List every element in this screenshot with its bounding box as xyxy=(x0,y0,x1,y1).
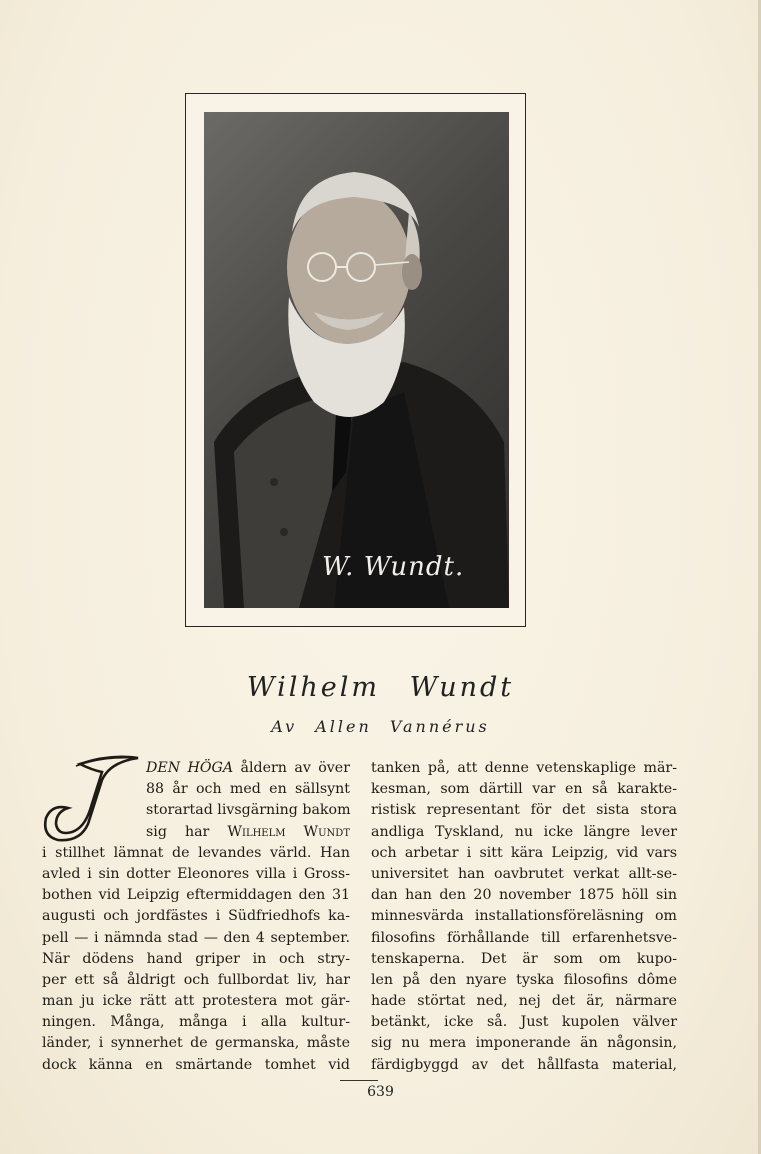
text-line: len på den nyare tyska filosofins dôme xyxy=(371,971,677,988)
text-line: färdigbyggd av det hållfasta material, xyxy=(371,1056,677,1073)
article-byline: Av Allen Vannérus xyxy=(271,717,490,736)
text-line: per ett så åldrigt och fullbordat liv, har xyxy=(42,971,350,988)
text-line: och arbetar i sitt kära Leipzig, vid vars xyxy=(371,844,677,861)
left-column xyxy=(42,758,350,1076)
text-line: andliga Tyskland, nu icke längre lever xyxy=(371,823,677,840)
text-line: dan han den 20 november 1875 höll sin xyxy=(371,887,677,904)
page-number: 639 xyxy=(367,1084,394,1100)
text-line: 88 år och med en sällsynt xyxy=(146,781,350,798)
text-line: DEN HÖGA åldern av över xyxy=(146,760,350,776)
text-line: betänkt, icke så. Just kupolen välver xyxy=(371,1014,677,1031)
text-line: ningen. Många, många i alla kultur- xyxy=(42,1014,350,1031)
text-line: filosofins förhållande till erfarenhetsve- xyxy=(371,929,677,946)
text-line: dock känna en smärtande tomhet vid xyxy=(42,1056,350,1073)
text-line: länder, i synnerhet de germanska, måste xyxy=(42,1035,350,1052)
text-line: När dödens hand griper in och stry- xyxy=(42,950,350,967)
text-line: hade störtat ned, nej det är, närmare xyxy=(371,993,677,1010)
text-line: sig nu mera imponerande än någonsin, xyxy=(371,1035,677,1052)
text-line: minnesvärda installationsföreläsning om xyxy=(371,908,677,925)
text-line: avled i sin dotter Eleonores villa i Gross- xyxy=(42,865,350,882)
text-line: ristisk representant för det sista stora xyxy=(371,802,677,819)
text-line: tanken på, att denne vetenskaplige mär- xyxy=(371,760,677,776)
text-line: sig har Wilhelm Wundt xyxy=(146,823,350,840)
text-line: i stillhet lämnat de levandes värld. Han xyxy=(42,844,350,861)
page-number-rule xyxy=(340,1080,378,1081)
text-line: kesman, som därtill var en så karakte- xyxy=(371,781,677,798)
text-line: man ju icke rätt att protestera mot gär- xyxy=(42,993,350,1010)
signature: W. Wundt. xyxy=(322,552,465,582)
article-title: Wilhelm Wundt xyxy=(246,672,515,703)
portrait-illustration xyxy=(204,112,509,608)
text-line: bothen vid Leipzig eftermiddagen den 31 xyxy=(42,887,350,904)
text-line: tenskaperna. Det är som om kupo- xyxy=(371,950,677,967)
right-column xyxy=(371,758,677,1076)
text-line: universitet han oavbrutet verkat allt-se- xyxy=(371,865,677,882)
text-line: augusti och jordfästes i Südfriedhofs ka- xyxy=(42,908,350,925)
text-line: storartad livsgärning bakom xyxy=(146,802,351,819)
portrait-photo xyxy=(204,112,509,608)
text-line: pell — i nämnda stad — den 4 september. xyxy=(42,929,350,946)
